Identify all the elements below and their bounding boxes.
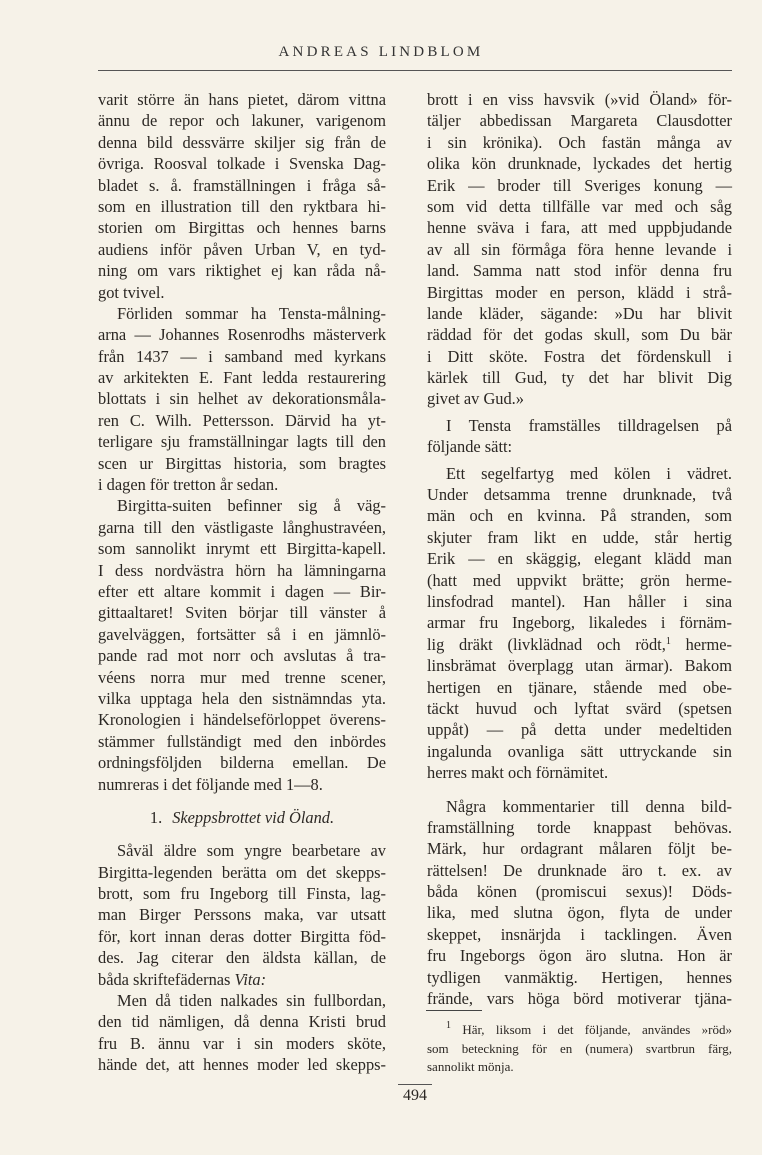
text-segment: Här, liksom i det följande, användes »röd»: [451, 1022, 732, 1037]
section-title: Skeppsbrottet vid Öland.: [172, 807, 335, 827]
text-line: bladet s. å. framställningen i fråga så-: [98, 175, 386, 195]
text-line: garna till den västligaste långhustravéen,: [98, 517, 386, 537]
text-line: fru B. ännu var i sin moders sköte,: [98, 1033, 386, 1053]
text-line: följande sätt:: [427, 437, 513, 457]
text-line: Under detsamma trenne drunknade, två: [427, 485, 732, 505]
text-line: got tvivel.: [98, 282, 165, 302]
text-line: ännu de repor och lakuner, varigenom: [98, 111, 386, 131]
text-line: I Tensta framställes tilldragelsen på: [446, 415, 732, 435]
text-line: (hatt med uppvikt brätte; grön herme-: [427, 570, 732, 590]
header-rule: [98, 70, 732, 71]
text-line: terligare sju framställningar lagts till den: [98, 432, 386, 452]
footnote: [427, 1021, 732, 1077]
paragraph: [427, 463, 732, 784]
text-line: Ett segelfartyg med kölen i vädret.: [446, 463, 732, 483]
text-line: uppåt) — på detta under medeltiden: [427, 720, 732, 740]
text-line: audiens inför påven Urban V, en tyd-: [98, 239, 386, 259]
text-line: skeppet, insnärjda i tacklingen. Även: [427, 924, 732, 944]
text-line: täckt huvud och lyftat svärd (spetsen: [427, 698, 732, 718]
text-line: linsbrämat överplagg utan ärmar). Bakom: [427, 656, 732, 676]
text-line: herres makt och förnämitet.: [427, 763, 609, 783]
text-line: armar fru Ingeborg, likaledes i förnäm-: [427, 613, 732, 633]
text-line: övriga. Roosval tolkade i Svenska Dag-: [98, 154, 386, 174]
text-line: [427, 1021, 732, 1040]
text-segment: lig dräkt (livklädnad och rödt,: [427, 634, 666, 654]
text-line: hertigen en tjänare, stående med obe-: [427, 677, 732, 697]
page-number-rule: [398, 1084, 432, 1085]
text-line: lika, med slutna ögon, flyta de under: [427, 903, 732, 923]
right-column: [427, 89, 732, 1009]
text-line: som sannolikt inrymt ett Birgitta-kapell.: [98, 539, 386, 559]
text-line: män och en kvinna. På stranden, som: [427, 506, 732, 526]
text-line: numreras i det följande med 1—8.: [98, 774, 323, 794]
text-line: båda könen (promiscui sexus)! Döds-: [427, 882, 732, 902]
text-line: gavelväggen, fortsätter så i en jämnlö-: [98, 624, 386, 644]
paragraph: [98, 990, 386, 1076]
text-segment: båda skriftefädernas: [98, 969, 235, 989]
text-line: Såväl äldre som yngre bearbetare av: [117, 841, 386, 861]
text-line: varit större än hans pietet, därom vittna: [98, 90, 386, 109]
text-line: från 1437 — i samband med kyrkans: [98, 346, 386, 366]
text-line: man Birger Perssons maka, var utsatt: [98, 905, 386, 925]
text-line: olika kön drunknade, lyckades det hertig: [427, 154, 732, 174]
text-line: räddad för det godas skull, som Du bär: [427, 325, 732, 345]
text-line: Birgittas moder en person, klädd i strå-: [427, 282, 732, 302]
text-line: sannolikt mönja.: [427, 1059, 514, 1074]
section-number: 1.: [149, 807, 163, 827]
text-line: storien om Birgittas och hennes barns: [98, 218, 386, 238]
text-line: tydligen vanmäktig. Hertigen, hennes: [427, 967, 732, 987]
text-line: som beteckning för en (numera) svartbrun färg,: [427, 1040, 732, 1056]
text-line: [427, 634, 732, 655]
text-line: henne sväva i fara, att med uppbjudande: [427, 218, 732, 238]
text-line: täljer abbedissan Margareta Clausdotter: [427, 111, 732, 131]
text-line: rättelsen! De drunknade äro t. ex. av: [427, 860, 732, 880]
text-line: i Ditt sköte. Fostra det fördenskull i: [427, 346, 732, 366]
text-line: scen ur Birgittas historia, som bragtes: [98, 453, 386, 473]
text-line: lande kläder, sägande: »Du har blivit: [427, 303, 732, 323]
text-line: skjuter fram likt en udde, står hertig: [427, 527, 732, 547]
text-line: hände det, att hennes moder led skepps-: [98, 1055, 386, 1075]
footnote-marker: 1: [665, 635, 671, 647]
text-line: Men då tiden nalkades sin fullbordan,: [117, 991, 386, 1011]
footnote-separator: [426, 1010, 482, 1011]
text-line: brott, som fru Ingeborg till Finsta, lag-: [98, 884, 386, 904]
text-line: ning om vars riktighet ej kan råda nå-: [98, 261, 386, 281]
text-line: gittaaltaret! Sviten börjar till vänster å: [98, 603, 386, 623]
text-line: som vid detta tillfälle var med och såg: [427, 196, 732, 216]
text-line: Märk, hur ordagrant målaren följt be-: [427, 839, 732, 859]
text-line: Erik — en skäggig, elegant klädd man: [427, 549, 732, 569]
page-number: 494: [403, 1087, 427, 1104]
text-line: framställning torde knappast behövas.: [427, 817, 732, 837]
text-line: stämmer fullständigt med den inbördes: [98, 731, 386, 751]
paragraph: [98, 303, 386, 496]
paragraph: [98, 495, 386, 794]
text-line: Förliden sommar ha Tensta-målning-: [117, 303, 386, 323]
text-line: i dagen för tretton år sedan.: [98, 475, 279, 495]
text-line: pande rad mot norr och avslutas å tra-: [98, 646, 386, 666]
text-line: ingalunda ovanliga sätt uttryckande sin: [427, 741, 732, 761]
text-line: kärlek till Gud, ty det har blivit Dig: [427, 368, 732, 388]
text-line: I dess nordvästra hörn ha lämningarna: [98, 560, 386, 580]
text-line: Erik — broder till Sveriges konung —: [427, 175, 732, 195]
paragraph: [98, 840, 386, 990]
text-line: Kronologien i händelseförloppet överens-: [98, 710, 386, 730]
text-line: blottats i sin helhet av dekorationsmåla-: [98, 389, 386, 409]
text-segment: herme-: [670, 634, 732, 654]
text-line: ren C. Wilh. Pettersson. Därvid ha yt-: [98, 410, 386, 430]
text-line: brott i en viss havsvik (»vid Öland» för-: [427, 90, 732, 109]
text-line: arna — Johannes Rosenrodhs mästerverk: [98, 325, 386, 345]
text-line: Birgitta-suiten befinner sig å väg-: [117, 496, 386, 516]
text-line: i sin krönika). Och fastän många av: [427, 132, 732, 152]
text-line: frände, vars höga börd motiverar tjäna-: [427, 989, 732, 1009]
text-line: för, kort innan deras dotter Birgitta föd-: [98, 926, 386, 946]
text-line: av all sin förmåga föra henne levande i: [427, 239, 732, 259]
section-heading: [98, 807, 386, 828]
text-line: efter ett altare kommit i dagen — Bir-: [98, 581, 386, 601]
text-line: denna bild dessvärre skiljer sig från de: [98, 132, 386, 152]
text-line: linsfodrad mantel). Han håller i sina: [427, 591, 732, 611]
paragraph: [98, 89, 386, 303]
text-segment: Vita:: [234, 969, 267, 989]
paragraph: [427, 796, 732, 1010]
text-line: vilka upptaga hela den sistnämndas yta.: [98, 688, 386, 708]
paragraph: [427, 415, 732, 458]
text-line: véens norra mur med trenne scener,: [98, 667, 386, 687]
text-line: ordningsföljden bilderna emellan. De: [98, 753, 386, 773]
text-line: av arkitekten E. Fant ledda restaurering: [98, 368, 386, 388]
text-line: des. Jag citerar den äldsta källan, de: [98, 948, 386, 968]
text-line: den tid nämligen, då denna Kristi brud: [98, 1012, 386, 1032]
text-line: givet av Gud.»: [427, 389, 524, 409]
paragraph: [427, 89, 732, 410]
left-column: [98, 89, 386, 1076]
text-line: fru Ingeborgs ögon äro slutna. Hon är: [427, 946, 732, 966]
text-line: [98, 969, 386, 990]
footnote-marker: 1: [446, 1020, 451, 1031]
text-line: Birgitta-legenden berätta om det skepps-: [98, 862, 386, 882]
text-line: land. Samma natt stod inför denna fru: [427, 261, 732, 281]
running-head: ANDREAS LINDBLOM: [278, 44, 484, 60]
text-line: Några kommentarier till denna bild-: [446, 796, 732, 816]
text-line: som en illustration till den ryktbara hi-: [98, 196, 386, 216]
